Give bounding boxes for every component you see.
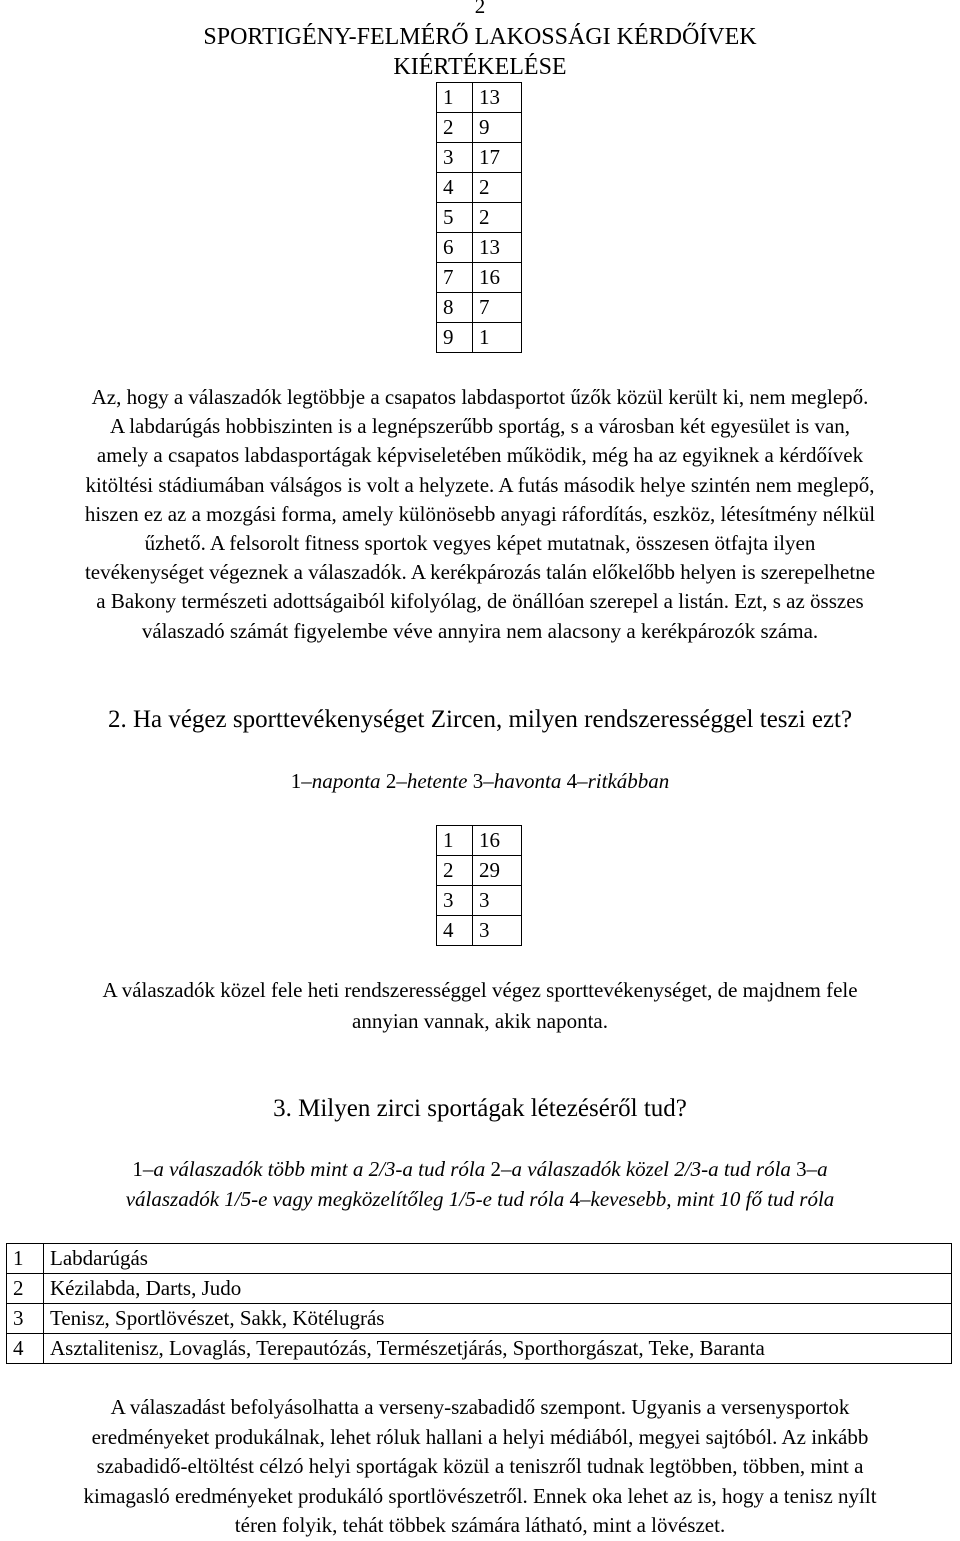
legend-code: 1 <box>290 769 302 793</box>
table-row <box>437 233 522 263</box>
code-cell: 2 <box>437 856 473 886</box>
sport-type-table <box>436 82 522 353</box>
legend-code: 2 <box>490 1157 502 1181</box>
code-cell: 8 <box>437 293 473 323</box>
text-line: annyian vannak, akik naponta. <box>352 1009 608 1033</box>
legend-label: –ritkábban <box>577 769 670 793</box>
text-line: téren folyik, tehát többek számára látható, mint a lövészet. <box>234 1513 726 1537</box>
page-title <box>0 22 960 82</box>
table-row <box>437 113 522 143</box>
legend-label: –a válaszadók közel 2/3-a tud róla <box>501 1157 791 1181</box>
text-line: eredményeket produkálnak, lehet róluk hallani a helyi médiából, megyei sajtóból. Az inkább <box>91 1424 869 1449</box>
legend-label: –havonta <box>483 769 562 793</box>
table-row <box>7 1244 952 1274</box>
question-2-analysis <box>0 975 960 1037</box>
table-row <box>437 173 522 203</box>
sports-awareness-table <box>6 1243 952 1364</box>
code-cell: 2 <box>7 1274 44 1304</box>
legend-code: 3 <box>796 1157 807 1181</box>
table-row <box>437 826 522 856</box>
text-line: hiszen ez az a mozgási forma, amely különösebb anyagi ráfordítás, eszköz, létesítmény nélkül <box>84 501 876 526</box>
count-cell: 16 <box>473 263 522 293</box>
count-cell: 13 <box>473 233 522 263</box>
legend-code: 4 <box>566 769 578 793</box>
table-row <box>437 143 522 173</box>
legend-label: –kevesebb, mint 10 fő tud róla <box>580 1187 835 1211</box>
text-line: A labdarúgás hobbiszinten is a legnépszerűbb sportág, s a városban két egyesület is van, <box>109 414 851 439</box>
text-line: A válaszadók közel fele heti rendszerességgel végez sporttevékenységet, de majdnem fele <box>102 978 858 1002</box>
question-2-heading: 2. Ha végez sporttevékenységet Zircen, milyen rendszerességgel teszi ezt? <box>107 706 853 733</box>
text-line: tevékenységet végeznek a válaszadók. A kerékpározás talán előkelőbb helyen is szerepelhetne <box>84 560 876 585</box>
legend-line-2 <box>0 1184 960 1214</box>
code-cell: 9 <box>437 323 473 353</box>
legend-label: –a válaszadók több mint a 2/3-a tud róla <box>142 1157 486 1181</box>
page-number: 2 <box>474 0 486 18</box>
code-cell: 1 <box>437 83 473 113</box>
code-cell: 4 <box>437 173 473 203</box>
code-cell: 6 <box>437 233 473 263</box>
legend-code: 1 <box>132 1157 143 1181</box>
count-cell: 2 <box>473 173 522 203</box>
sports-cell: Asztalitenisz, Lovaglás, Terepautózás, Természetjárás, Sporthorgászat, Teke, Baranta <box>44 1334 952 1364</box>
legend-label: –a <box>806 1157 828 1181</box>
count-cell: 7 <box>473 293 522 323</box>
table-row <box>437 83 522 113</box>
count-cell: 13 <box>473 83 522 113</box>
table-row <box>7 1304 952 1334</box>
sports-cell: Labdarúgás <box>44 1244 952 1274</box>
table-row <box>437 886 522 916</box>
code-cell: 3 <box>7 1304 44 1334</box>
table-row <box>437 856 522 886</box>
count-cell: 9 <box>473 113 522 143</box>
code-cell: 4 <box>7 1334 44 1364</box>
code-cell: 4 <box>437 916 473 946</box>
text-line: kitöltési stádiumában válságos is volt a helyzete. A futás második helye szintén nem meglepő, <box>85 472 875 497</box>
count-cell: 2 <box>473 203 522 233</box>
table-row <box>437 323 522 353</box>
sports-cell: Kézilabda, Darts, Judo <box>44 1274 952 1304</box>
text-line: a Bakony természeti adottságaiból kifolyólag, de önállóan szerepel a listán. Ezt, s az összes <box>96 589 864 614</box>
frequency-table <box>436 825 522 946</box>
text-line: szabadidő-eltöltést célzó helyi sportágak közül a teniszről tudnak legtöbben, többen, mint a <box>96 1454 864 1478</box>
legend-label: válaszadók 1/5-e vagy megközelítőleg 1/5-e tud róla <box>125 1187 565 1211</box>
legend-label: –hetente <box>396 769 468 793</box>
table-row <box>437 916 522 946</box>
code-cell: 1 <box>7 1244 44 1274</box>
table-row <box>437 263 522 293</box>
text-line: Az, hogy a válaszadók legtöbbje a csapatos labdasportot űzők közül került ki, nem meglepő. <box>91 385 869 409</box>
code-cell: 3 <box>437 886 473 916</box>
code-cell: 7 <box>437 263 473 293</box>
table-row <box>437 293 522 323</box>
question-3-heading: 3. Milyen zirci sportágak létezéséről tud? <box>273 1095 687 1122</box>
count-cell: 1 <box>473 323 522 353</box>
table-row <box>7 1334 952 1364</box>
legend-code: 2 <box>385 769 397 793</box>
analysis-paragraph-1 <box>0 383 960 646</box>
count-cell: 3 <box>473 886 522 916</box>
count-cell: 16 <box>473 826 522 856</box>
text-line: űzhető. A felsorolt fitness sportok vegyes képet mutatnak, összesen ötfajta ilyen <box>144 531 816 556</box>
legend-line-1 <box>0 1154 960 1184</box>
text-line: amely a csapatos labdasportágak képviseletében működik, még ha az egyiknek a kérdőívek <box>96 443 864 468</box>
legend-label: –naponta <box>301 769 381 793</box>
count-cell: 17 <box>473 143 522 173</box>
code-cell: 5 <box>437 203 473 233</box>
legend-code: 4 <box>569 1187 580 1211</box>
code-cell: 2 <box>437 113 473 143</box>
table-row <box>437 203 522 233</box>
text-line: kimagasló eredményeket produkáló sportlövészetről. Ennek oka lehet az is, hogy a tenisz nyílt <box>83 1483 877 1508</box>
text-line: válaszadó számát figyelembe véve annyira nem alacsony a kerékpározók száma. <box>141 618 819 643</box>
question-3-analysis <box>0 1393 960 1541</box>
count-cell: 3 <box>473 916 522 946</box>
text-line: A válaszadást befolyásolhatta a verseny-szabadidő szempont. Ugyanis a versenysportok <box>110 1395 850 1419</box>
count-cell: 29 <box>473 856 522 886</box>
question-2-legend <box>0 766 960 796</box>
code-cell: 3 <box>437 143 473 173</box>
sports-cell: Tenisz, Sportlövészet, Sakk, Kötélugrás <box>44 1304 952 1334</box>
code-cell: 1 <box>437 826 473 856</box>
legend-code: 3 <box>472 769 484 793</box>
table-row <box>7 1274 952 1304</box>
title-line-2: KIÉRTÉKELÉSE <box>393 54 567 80</box>
question-3-legend <box>0 1154 960 1214</box>
title-line-1: SPORTIGÉNY-FELMÉRŐ LAKOSSÁGI KÉRDŐÍVEK <box>203 24 757 50</box>
